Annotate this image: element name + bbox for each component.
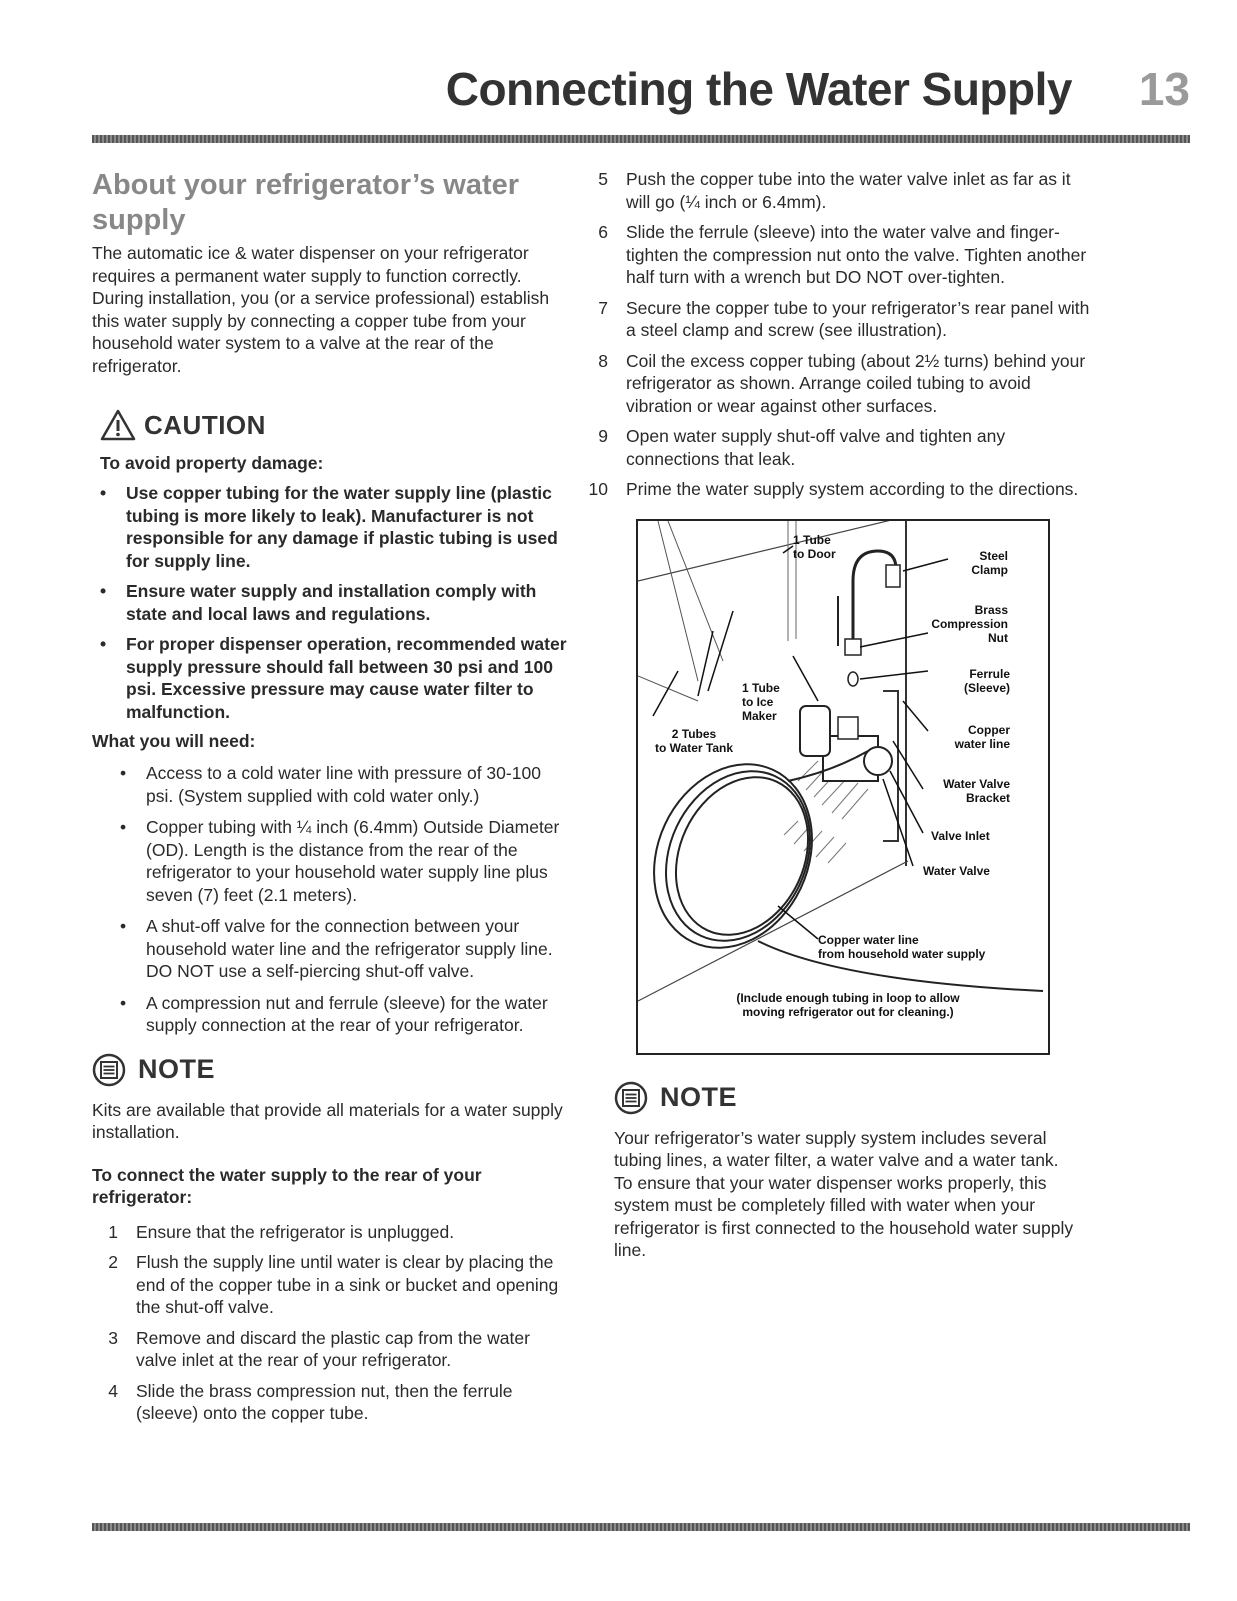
note-label: NOTE xyxy=(660,1082,738,1112)
step-item: 8 Coil the excess copper tubing (about 2½ turns) behind your refrigerator as shown. Arrange coiled tubing to avoid vibration or wear against other surfaces. xyxy=(598,350,1086,416)
top-divider xyxy=(92,135,1190,143)
about-body: The automatic ice & water dispenser on your refrigerator requires a permanent water supply to function correctly. During installation, you (or a service professional) establish this water supply by connecting a copper tube from your household water system to a valve at the rear of the refrigerator. xyxy=(92,243,550,376)
list-item: • A shut-off valve for the connection between your household water line and the refrigerator supply line. DO NOT use a self-piercing shut-off valve. xyxy=(120,916,553,981)
step-item: 6 Slide the ferrule (sleeve) into the water valve and finger-tighten the compression nut onto the valve. Tighten another half turn with a wrench but DO NOT over-tighten. xyxy=(598,222,1087,287)
step-item: 9 Open water supply shut-off valve and tighten any connections that leak. xyxy=(598,426,1006,469)
list-item: • Copper tubing with ¼ inch (6.4mm) Outside Diameter (OD). Length is the distance from the rear of the refrigerator to your household water supply line plus seven (7) feet (2.1 meters). xyxy=(120,817,560,905)
label-copper-supply: Copper water line from household water supply xyxy=(818,932,986,961)
list-item: • Use copper tubing for the water supply line (plastic tubing is more likely to leak). Manufacturer is not responsible for any damage if plastic tubing is used for supply line. xyxy=(100,483,558,571)
step-item: 2 Flush the supply line until water is clear by placing the end of the copper tube in a sink or bucket and opening the shut-off valve. xyxy=(108,1252,559,1317)
label-ferrule: Ferrule (Sleeve) xyxy=(963,666,1010,695)
caution-heading xyxy=(100,409,572,441)
step-item: 4 Slide the brass compression nut, then the ferrule (sleeve) onto the copper tube. xyxy=(108,1380,513,1423)
label-tubes-to-tank: 2 Tubes to Water Tank xyxy=(654,726,733,755)
bottom-divider xyxy=(92,1523,1190,1531)
right-column xyxy=(588,168,1094,1262)
note-icon xyxy=(92,1053,126,1087)
note-body: Your refrigerator’s water supply system includes several tubing lines, a water filter, a water valve and a water tank. To ensure that your water dispenser works properly, this system must be completely filled with water when your refrigerator is first connected to the household water supply line. xyxy=(614,1127,1074,1260)
caution-list xyxy=(92,482,572,723)
label-tube-to-ice: 1 Tube to Ice Maker xyxy=(742,680,780,723)
note-icon xyxy=(614,1081,648,1115)
page-title: Connecting the Water Supply xyxy=(445,63,1072,115)
step-item: 5 Push the copper tube into the water valve inlet as far as it will go (¼ inch or 6.4mm). xyxy=(598,169,1071,212)
label-copper-line: Copper water line xyxy=(954,722,1010,751)
note-heading xyxy=(614,1081,1094,1115)
step-item: 1 Ensure that the refrigerator is unplugged. xyxy=(108,1221,455,1242)
label-valve-inlet: Valve Inlet xyxy=(931,828,990,843)
need-title: What you will need: xyxy=(92,731,256,751)
list-item: • A compression nut and ferrule (sleeve) for the water supply connection at the rear of your refrigerator. xyxy=(120,992,548,1035)
need-list xyxy=(92,762,572,1037)
warning-icon xyxy=(100,409,136,441)
step-item: 10 Prime the water supply system according to the directions. xyxy=(588,479,1079,499)
label-brass-nut: Brass Compression Nut xyxy=(931,602,1008,645)
list-item: • Ensure water supply and installation comply with state and local laws and regulations. xyxy=(100,581,537,624)
page-number: 13 xyxy=(1138,63,1190,115)
label-tube-to-door: 1 Tube to Door xyxy=(793,532,836,561)
step-item: 3 Remove and discard the plastic cap from the water valve inlet at the rear of your refrigerator. xyxy=(108,1327,530,1370)
note-body: Kits are available that provide all materials for a water supply installation. xyxy=(92,1099,563,1142)
note-heading xyxy=(92,1053,572,1087)
note-label: NOTE xyxy=(138,1054,216,1084)
step-item: 7 Secure the copper tube to your refrigerator’s rear panel with a steel clamp and screw (see illustration). xyxy=(598,297,1090,340)
left-column xyxy=(92,168,572,1433)
caution-subtitle: To avoid property damage: xyxy=(100,453,324,473)
label-valve-bracket: Water Valve Bracket xyxy=(943,776,1010,805)
connect-title: To connect the water supply to the rear of your refrigerator: xyxy=(92,1164,482,1207)
list-item: • Access to a cold water line with pressure of 30-100 psi. (System supplied with cold water only.) xyxy=(120,763,541,806)
label-water-valve: Water Valve xyxy=(923,863,990,878)
steps-list-left xyxy=(92,1221,572,1425)
label-loop-note: (Include enough tubing in loop to allow moving refrigerator out for cleaning.) xyxy=(736,990,960,1019)
page-header xyxy=(0,62,1190,122)
section-title: About your refrigerator’s water supply xyxy=(92,169,520,236)
caution-label: CAUTION xyxy=(144,409,266,440)
list-item: • For proper dispenser operation, recommended water supply pressure should fall between 30 psi and 100 psi. Excessive pressure may cause water filter to malfunction. xyxy=(100,634,567,722)
water-supply-illustration xyxy=(636,519,1050,1055)
steps-list-right xyxy=(574,168,1094,501)
label-steel-clamp: Steel Clamp xyxy=(971,548,1008,577)
